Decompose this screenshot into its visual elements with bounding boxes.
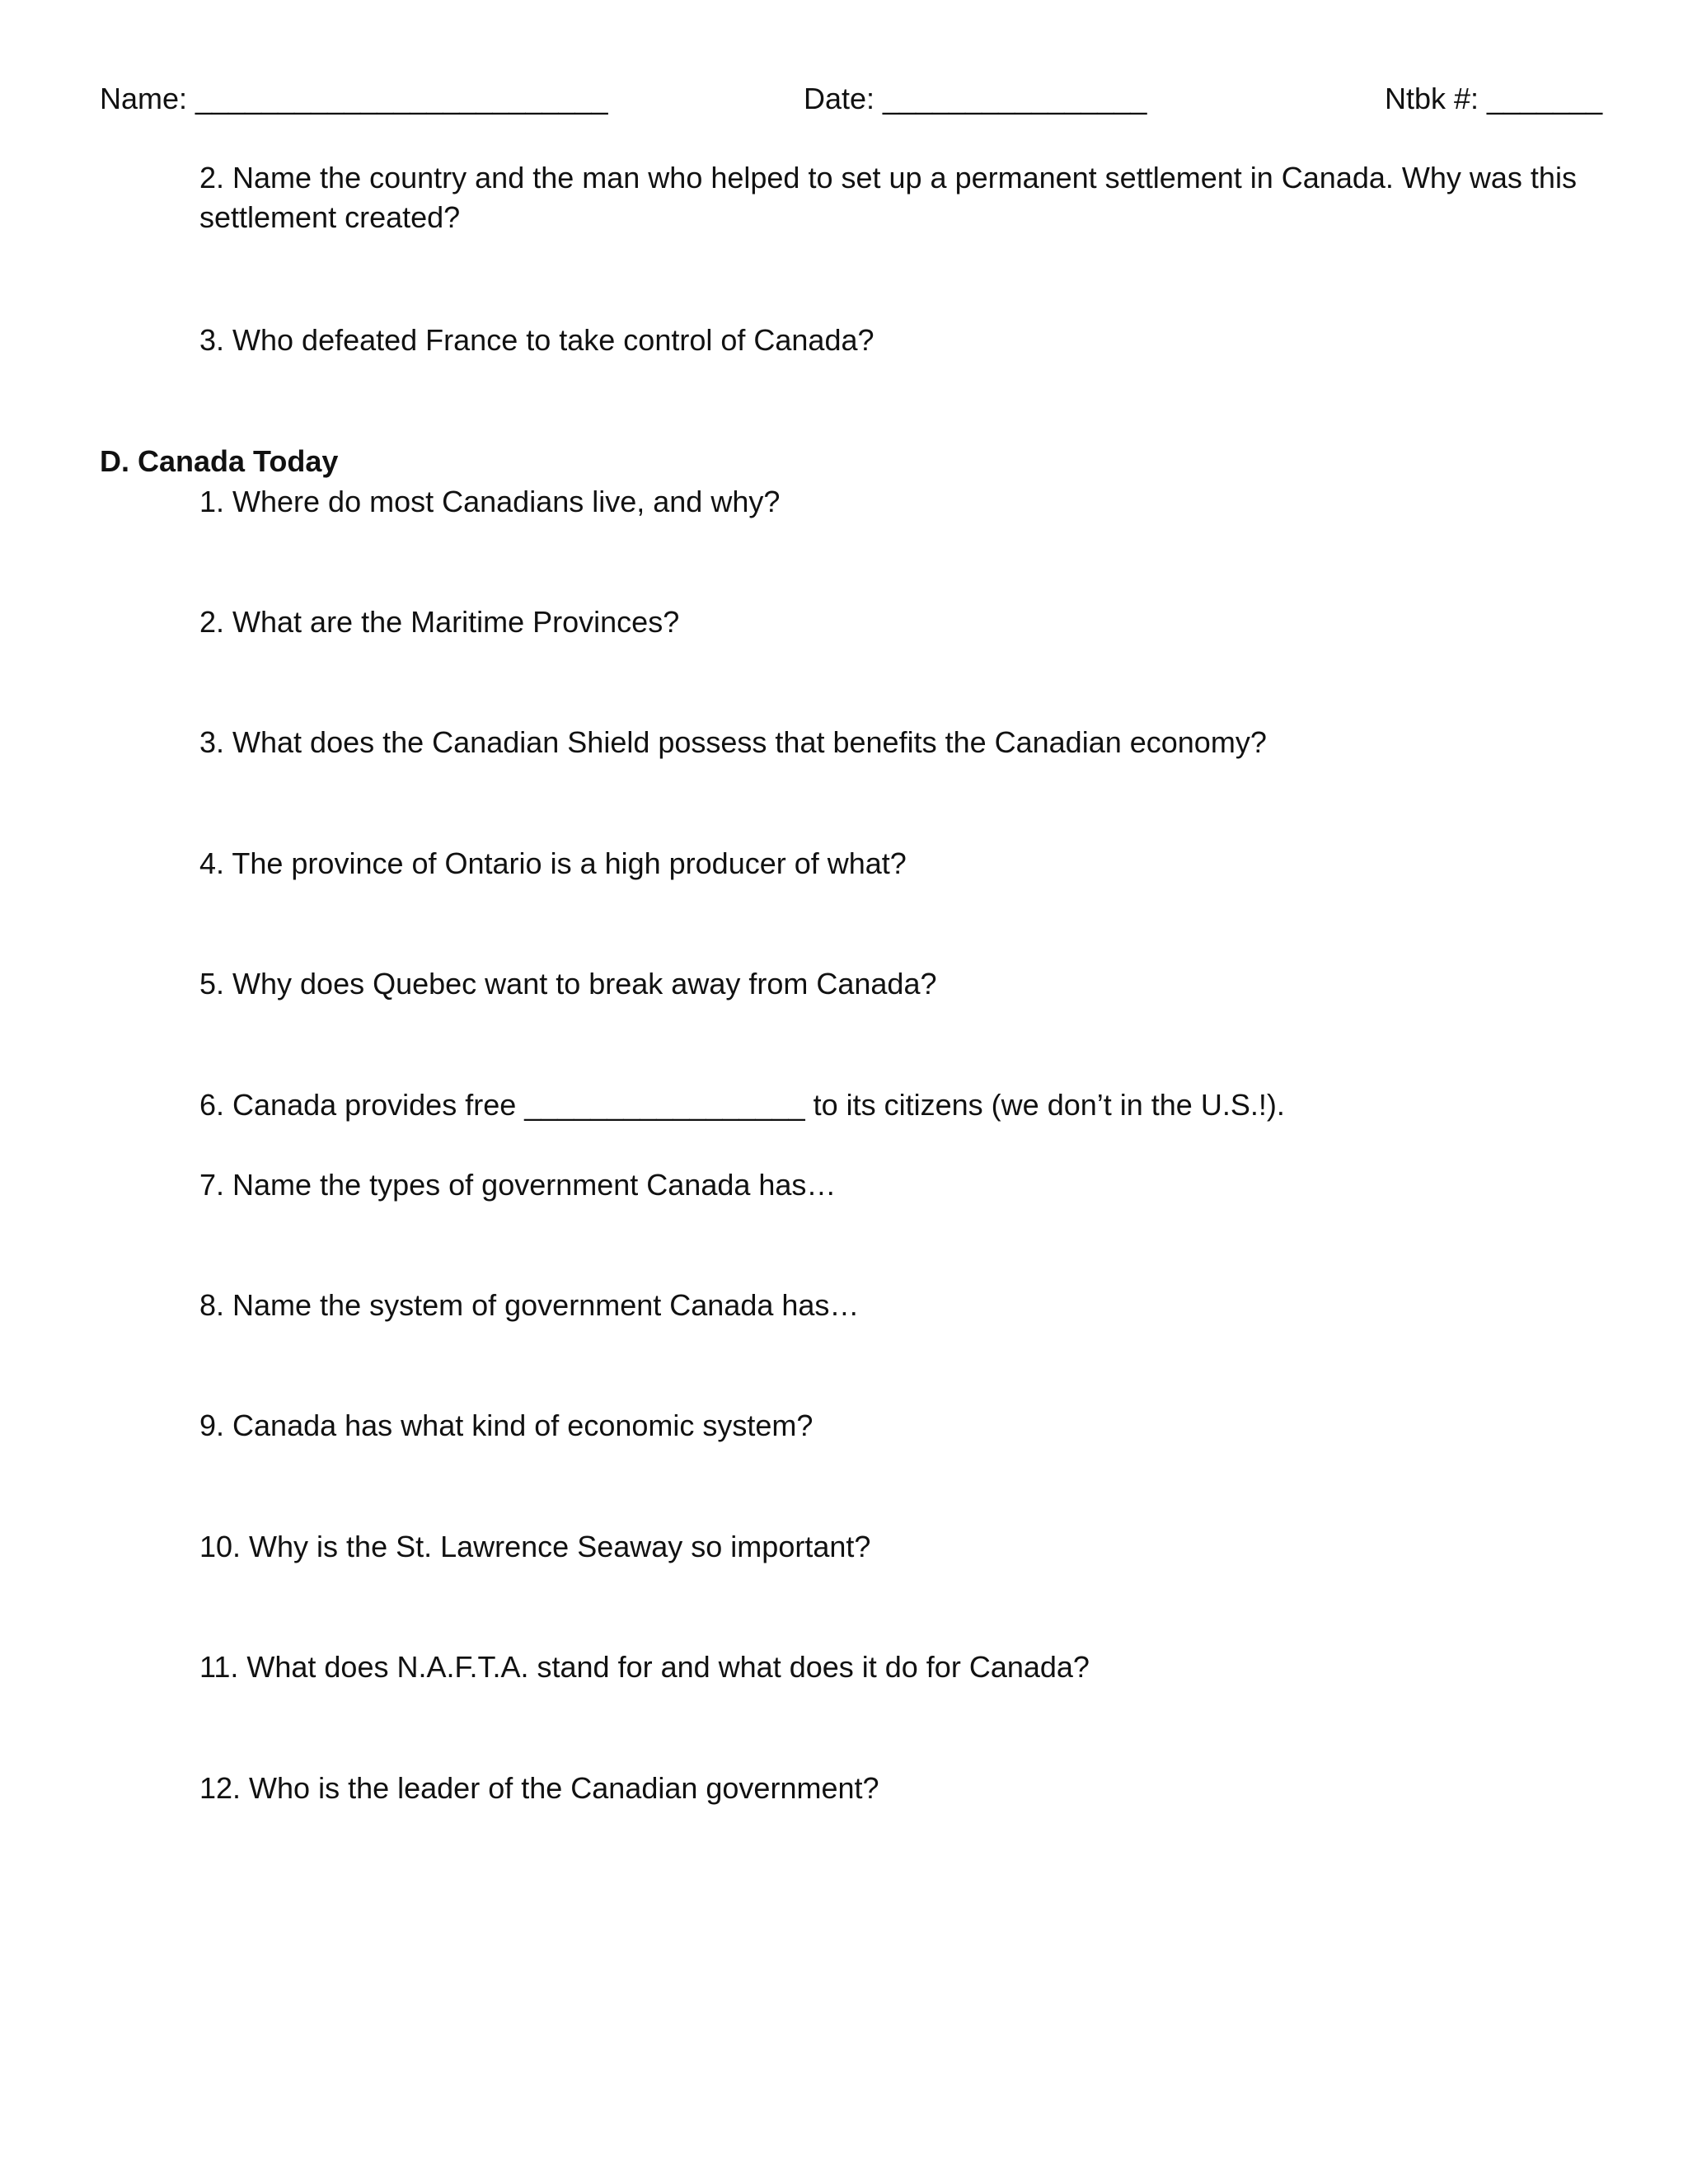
question-item: 12. Who is the leader of the Canadian government?: [199, 1771, 879, 1805]
question-item: 6. Canada provides free _________________ to its citizens (we don’t in the U.S.!).: [199, 1088, 1285, 1122]
question-item: 11. What does N.A.F.T.A. stand for and what does it do for Canada?: [199, 1650, 1090, 1684]
question-defeated-france: 3. Who defeated France to take control of Canada?: [199, 323, 874, 357]
section-heading-canada-today: D. Canada Today: [100, 444, 339, 478]
question-settlement: 2. Name the country and the man who helped to set up a permanent settlement in Canada. Why was this settlement created?: [199, 161, 1577, 234]
question-item: 3. What does the Canadian Shield possess that benefits the Canadian economy?: [199, 725, 1267, 759]
question-item: 8. Name the system of government Canada has…: [199, 1288, 860, 1322]
question-item: 9. Canada has what kind of economic system?: [199, 1408, 814, 1442]
question-item: 5. Why does Quebec want to break away from Canada?: [199, 967, 937, 1001]
name-field: Name: _________________________: [100, 82, 608, 115]
question-item: 1. Where do most Canadians live, and why?: [199, 485, 781, 518]
notebook-number-field: Ntbk #: _______: [1385, 82, 1603, 115]
question-item: 7. Name the types of government Canada has…: [199, 1168, 837, 1202]
question-item: 10. Why is the St. Lawrence Seaway so important?: [199, 1530, 871, 1563]
question-item: 2. What are the Maritime Provinces?: [199, 605, 680, 639]
question-item: 4. The province of Ontario is a high producer of what?: [199, 846, 907, 880]
date-field: Date: ________________: [804, 82, 1147, 115]
